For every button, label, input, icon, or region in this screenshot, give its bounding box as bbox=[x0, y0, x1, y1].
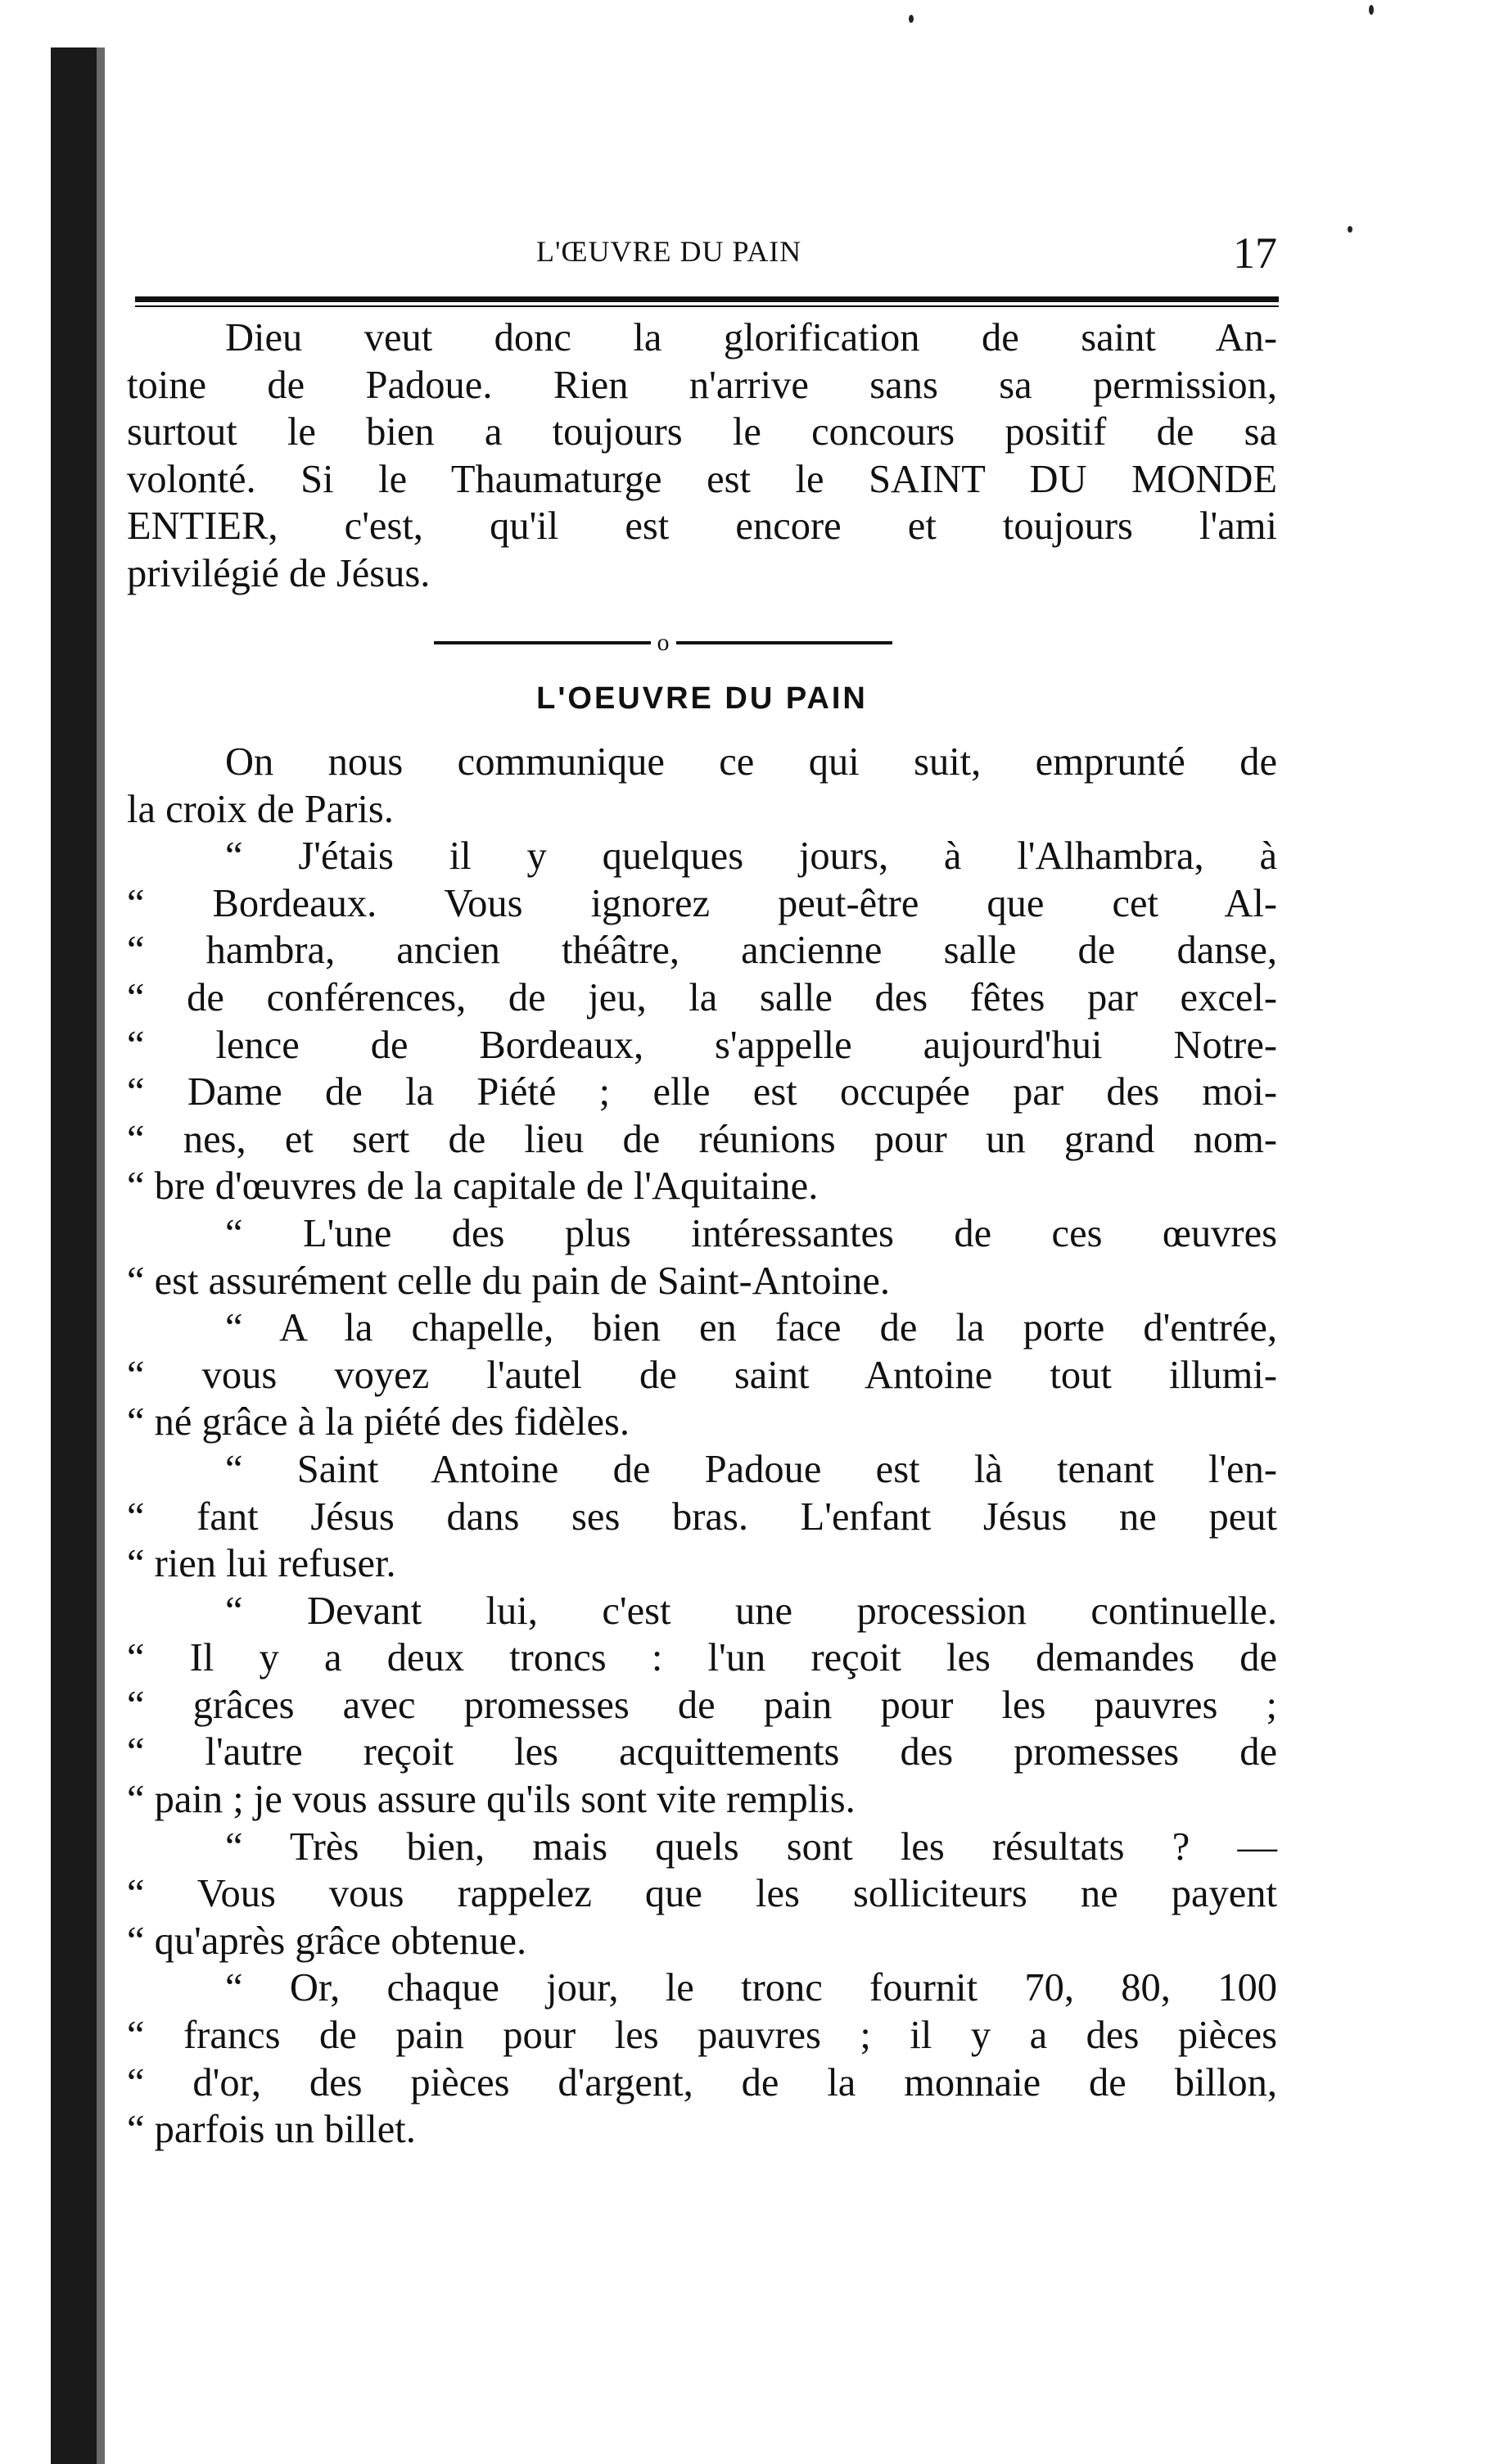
text-line: “ est assurément celle du pain de Saint-Antoine. bbox=[127, 1259, 890, 1303]
scan-speck bbox=[1369, 5, 1374, 15]
text-line: volonté. Si le Thaumaturge est le SAINT DU MONDE bbox=[127, 457, 1277, 501]
text-line: “ vous voyez l'autel de saint Antoine tout illumi- bbox=[127, 1353, 1277, 1397]
running-title: L'ŒUVRE DU PAIN bbox=[536, 235, 802, 268]
text-line: surtout le bien a toujours le concours positif de sa bbox=[127, 410, 1277, 454]
scan-speck bbox=[909, 15, 914, 23]
text-line: “ Très bien, mais quels sont les résultats ? — bbox=[225, 1824, 1277, 1869]
text-line: Dieu veut donc la glorification de saint An- bbox=[225, 316, 1277, 359]
text-line: “ nes, et sert de lieu de réunions pour un grand nom- bbox=[127, 1117, 1277, 1161]
section-body bbox=[127, 739, 1277, 2154]
scan-speck bbox=[1348, 226, 1352, 233]
section-separator bbox=[434, 631, 892, 655]
text-line: “ qu'après grâce obtenue. bbox=[127, 1919, 527, 1963]
running-head bbox=[127, 228, 1277, 277]
text-line: “ pain ; je vous assure qu'ils sont vite remplis. bbox=[127, 1778, 856, 1822]
text-line: “ d'or, des pièces d'argent, de la monnaie de billon, bbox=[127, 2060, 1277, 2105]
text-line: “ bre d'œuvres de la capitale de l'Aquitaine. bbox=[127, 1164, 819, 1209]
section-title: L'OEUVRE DU PAIN bbox=[536, 681, 868, 716]
page-number: 17 bbox=[1233, 228, 1277, 278]
text-line: la croix de Paris. bbox=[127, 787, 394, 831]
text-line: toine de Padoue. Rien n'arrive sans sa permission, bbox=[127, 363, 1277, 407]
intro-paragraph bbox=[127, 314, 1277, 598]
text-line: “ fant Jésus dans ses bras. L'enfant Jésus ne peut bbox=[127, 1494, 1277, 1539]
text-line: “ de conférences, de jeu, la salle des fêtes par excel- bbox=[127, 975, 1277, 1020]
text-line: privilégié de Jésus. bbox=[127, 551, 431, 595]
text-line: “ Vous vous rappelez que les solliciteurs ne payent bbox=[127, 1872, 1277, 1916]
text-line: “ lence de Bordeaux, s'appelle aujourd'hui Notre- bbox=[127, 1023, 1277, 1067]
text-line: “ Devant lui, c'est une procession continuelle. bbox=[225, 1589, 1277, 1633]
text-line: “ Bordeaux. Vous ignorez peut-être que cet Al- bbox=[127, 881, 1277, 925]
text-line: “ né grâce à la piété des fidèles. bbox=[127, 1400, 630, 1444]
text-line: “ hambra, ancien théâtre, ancienne salle de danse, bbox=[127, 929, 1277, 973]
separator-dash bbox=[434, 641, 651, 644]
text-line: “ francs de pain pour les pauvres ; il y a des pièces bbox=[127, 2014, 1277, 2058]
text-line: ENTIER, c'est, qu'il est encore et toujours l'ami bbox=[127, 504, 1277, 549]
separator-mark: o bbox=[657, 629, 670, 656]
text-line: “ A la chapelle, bien en face de la porte d'entrée, bbox=[225, 1306, 1277, 1350]
text-line: On nous communique ce qui suit, emprunté de bbox=[225, 740, 1277, 784]
text-line: “ parfois un billet. bbox=[127, 2108, 416, 2152]
text-line: “ grâces avec promesses de pain pour les pauvres ; bbox=[127, 1683, 1277, 1727]
text-line: “ Or, chaque jour, le tronc fournit 70, 80, 100 bbox=[225, 1966, 1277, 2010]
book-binding-edge bbox=[51, 47, 97, 2464]
text-line: “ l'autre reçoit les acquittements des promesses de bbox=[127, 1730, 1277, 1775]
text-line: “ L'une des plus intéressantes de ces œuvres bbox=[225, 1211, 1277, 1255]
text-line: “ Il y a deux troncs : l'un reçoit les demandes de bbox=[127, 1636, 1277, 1680]
text-line: “ J'étais il y quelques jours, à l'Alhambra, à bbox=[225, 834, 1277, 879]
header-rule bbox=[135, 296, 1279, 307]
text-line: “ Saint Antoine de Padoue est là tenant l'en- bbox=[225, 1447, 1277, 1491]
text-line: “ rien lui refuser. bbox=[127, 1542, 396, 1586]
text-line: “ Dame de la Piété ; elle est occupée par des moi- bbox=[127, 1070, 1277, 1114]
separator-dash bbox=[676, 641, 893, 644]
